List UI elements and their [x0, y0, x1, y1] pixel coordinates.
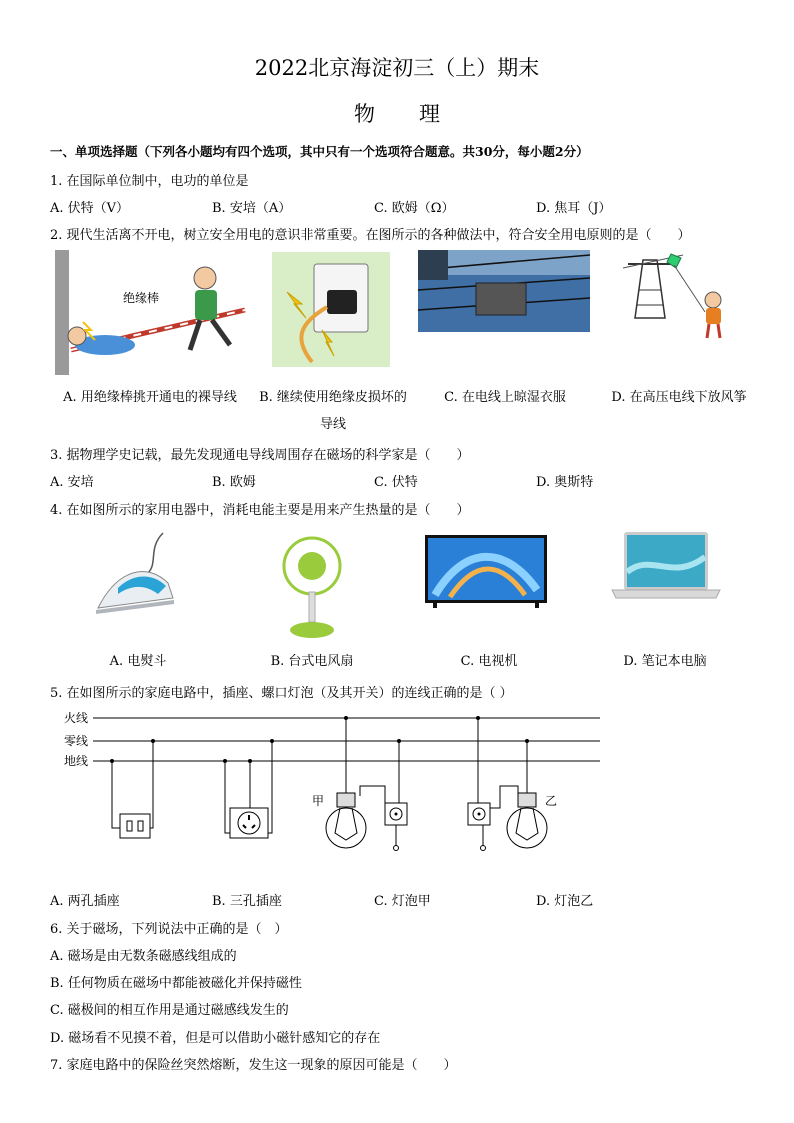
q2-caption-c: C. 在电线上晾湿衣服 — [444, 390, 566, 405]
q5-option-b: B. 三孔插座 — [212, 894, 282, 909]
q1-option-a: A. 伏特（V） — [50, 201, 130, 216]
q3-option-c: C. 伏特 — [374, 475, 418, 490]
question-7-stem: 7. 家庭电路中的保险丝突然熔断，发生这一现象的原因可能是（ ） — [50, 1058, 457, 1073]
q5-option-c: C. 灯泡甲 — [374, 894, 431, 909]
q3-option-b: B. 欧姆 — [212, 475, 256, 490]
q3-option-a: A. 安培 — [50, 475, 94, 490]
question-4-stem: 4. 在如图所示的家用电器中，消耗电能主要是用来产生热量的是（ ） — [50, 503, 470, 518]
wire-label-live: 火线 — [64, 711, 89, 725]
question-1-stem: 1. 在国际单位制中，电功的单位是 — [50, 174, 249, 189]
q5-option-a: A. 两孔插座 — [50, 894, 120, 909]
q4-caption-c: C. 电视机 — [460, 654, 518, 669]
q4-caption-a: A. 电熨斗 — [109, 654, 167, 669]
page-title: 2022北京海淀初三（上）期末 — [254, 56, 540, 80]
q4-figure-fan — [283, 530, 341, 640]
q2-figure-d — [623, 250, 733, 345]
q6-option-b: B. 任何物质在磁场中都能被磁化并保持磁性 — [50, 976, 302, 991]
q2-rod-label: 绝缘棒 — [123, 291, 160, 305]
question-2-stem: 2. 现代生活离不开电，树立安全用电的意识非常重要。在图所示的各种做法中，符合安全用电原则的是（ ） — [50, 228, 691, 243]
q2-figure-b — [272, 252, 390, 367]
q2-figure-c — [418, 250, 590, 332]
question-6-stem: 6. 关于磁场，下列说法中正确的是（ ） — [50, 922, 288, 937]
q4-figure-laptop — [612, 532, 720, 602]
q2-caption-a: A. 用绝缘棒挑开通电的裸导线 — [63, 390, 237, 405]
q1-option-b: B. 安培（A） — [212, 201, 292, 216]
section-heading: 一、单项选择题（下列各小题均有四个选项，其中只有一个选项符合题意。共30分，每小题2分） — [50, 144, 589, 159]
wire-label-neutral: 零线 — [64, 734, 89, 748]
q3-option-d: D. 奥斯特 — [536, 475, 594, 490]
q4-figure-iron — [88, 528, 183, 618]
subject-title: 物理 — [354, 102, 484, 126]
q6-option-c: C. 磁极间的相互作用是通过磁感线发生的 — [50, 1003, 289, 1018]
q4-caption-b: B. 台式电风扇 — [270, 654, 354, 669]
q4-caption-d: D. 笔记本电脑 — [623, 654, 707, 669]
q5-option-d: D. 灯泡乙 — [536, 894, 594, 909]
bulb-label-yi: 乙 — [545, 794, 558, 808]
q2-caption-d: D. 在高压电线下放风筝 — [611, 390, 747, 405]
question-3-stem: 3. 据物理学史记载，最先发现通电导线周围存在磁场的科学家是（ ） — [50, 448, 470, 463]
q6-option-a: A. 磁场是由无数条磁感线组成的 — [50, 949, 237, 964]
q6-option-d: D. 磁场看不见摸不着，但是可以借助小磁针感知它的存在 — [50, 1031, 381, 1046]
q2-caption-b: B. 继续使用绝缘皮损坏的导线 — [259, 390, 407, 432]
question-5-stem: 5. 在如图所示的家庭电路中，插座、螺口灯泡（及其开关）的连线正确的是（ ） — [50, 686, 513, 701]
q5-circuit-diagram — [60, 708, 605, 858]
q1-option-c: C. 欧姆（Ω） — [374, 201, 455, 216]
q1-option-d: D. 焦耳（J） — [536, 201, 612, 216]
q2-figure-a — [55, 250, 255, 380]
wire-label-ground: 地线 — [64, 754, 89, 768]
q4-figure-tv — [425, 535, 547, 610]
bulb-label-jia: 甲 — [312, 794, 325, 808]
